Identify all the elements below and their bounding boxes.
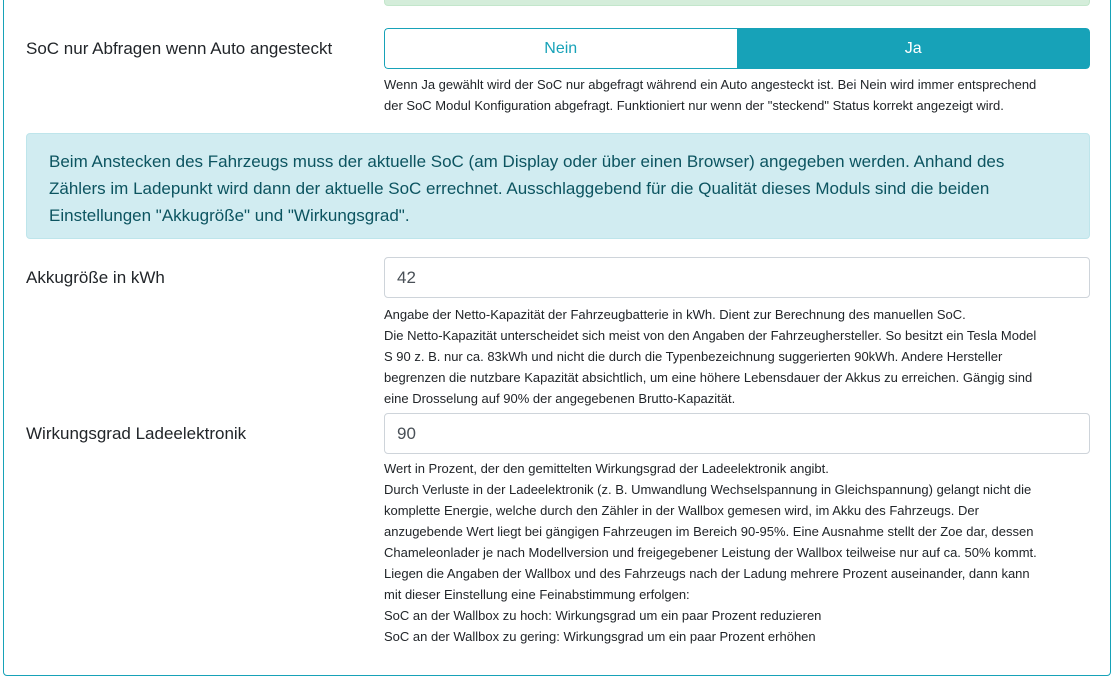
soc-plugged-help: [384, 74, 1096, 116]
help-line: anzugebende Wert liegt bei gängigen Fahrzeugen im Bereich 90-95%. Eine Ausnahme stellt der Zoe dar, dessen: [384, 524, 1034, 539]
help-line: mit dieser Einstellung eine Feinabstimmung erfolgen:: [384, 587, 690, 602]
help-line: SoC an der Wallbox zu gering: Wirkungsgrad um ein paar Prozent erhöhen: [384, 629, 816, 644]
help-line: S 90 z. B. nur ca. 83kWh und nicht die durch die Typenbezeichnung suggerierten 90kWh. Andere Hersteller: [384, 349, 1003, 364]
battery-size-input[interactable]: [384, 257, 1090, 298]
help-line: Wert in Prozent, der den gemittelten Wirkungsgrad der Ladeelektronik angibt.: [384, 461, 829, 476]
battery-size-label: Akkugröße in kWh: [26, 268, 165, 287]
info-line: Zählers im Ladepunkt wird dann der aktuelle SoC errechnet. Ausschlaggebend für die Qualität dieses Moduls sind die beiden: [49, 179, 990, 198]
soc-plugged-toggle: [384, 28, 1090, 69]
help-line: eine Drosselung auf 90% der angegebenen Brutto-Kapazität.: [384, 391, 736, 406]
option-yes-button[interactable]: Ja: [737, 28, 1091, 69]
help-line: Chameleonlader je nach Modellversion und freigegebener Leistung der Wallbox teilweise nur auf ca. 50% kommt.: [384, 545, 1037, 560]
help-line: Liegen die Angaben der Wallbox und des Fahrzeugs nach der Ladung mehrere Prozent auseinander, dann kann: [384, 566, 1030, 581]
success-alert-bottom-edge: [384, 0, 1090, 6]
info-line: Beim Anstecken des Fahrzeugs muss der aktuelle SoC (am Display oder über einen Browser) angegeben werden. Anhand des: [49, 152, 1005, 171]
option-no-button[interactable]: Nein: [384, 28, 737, 69]
help-line: der SoC Modul Konfiguration abgefragt. Funktioniert nur wenn der "steckend" Status korrekt angezeigt wird.: [384, 98, 1004, 113]
help-line: SoC an der Wallbox zu hoch: Wirkungsgrad um ein paar Prozent reduzieren: [384, 608, 822, 623]
info-line: Einstellungen "Akkugröße" und "Wirkungsgrad".: [49, 206, 410, 225]
help-line: Angabe der Netto-Kapazität der Fahrzeugbatterie in kWh. Dient zur Berechnung des manuellen SoC.: [384, 307, 966, 322]
soc-plugged-label: SoC nur Abfragen wenn Auto angesteckt: [26, 39, 333, 58]
efficiency-input[interactable]: [384, 413, 1090, 454]
efficiency-help: [384, 458, 1096, 647]
battery-size-help: [384, 304, 1096, 409]
help-line: Durch Verluste in der Ladeelektronik (z. B. Umwandlung Wechselspannung in Gleichspannung) gelangt nicht die: [384, 482, 1032, 497]
info-alert: [26, 133, 1090, 239]
efficiency-label: Wirkungsgrad Ladeelektronik: [26, 424, 247, 443]
help-line: begrenzen die nutzbare Kapazität absichtlich, um eine höhere Lebensdauer der Akkus zu erreichen. Gängig sind: [384, 370, 1033, 385]
help-line: Die Netto-Kapazität unterscheidet sich meist von den Angaben der Fahrzeughersteller. So besitzt ein Tesla Model: [384, 328, 1037, 343]
help-line: Wenn Ja gewählt wird der SoC nur abgefragt während ein Auto angesteckt ist. Bei Nein wird immer entsprechend: [384, 77, 1037, 92]
help-line: komplette Energie, welche durch den Zähler in der Wallbox gemesen wird, im Akku des Fahrzeugs. Der: [384, 503, 979, 518]
